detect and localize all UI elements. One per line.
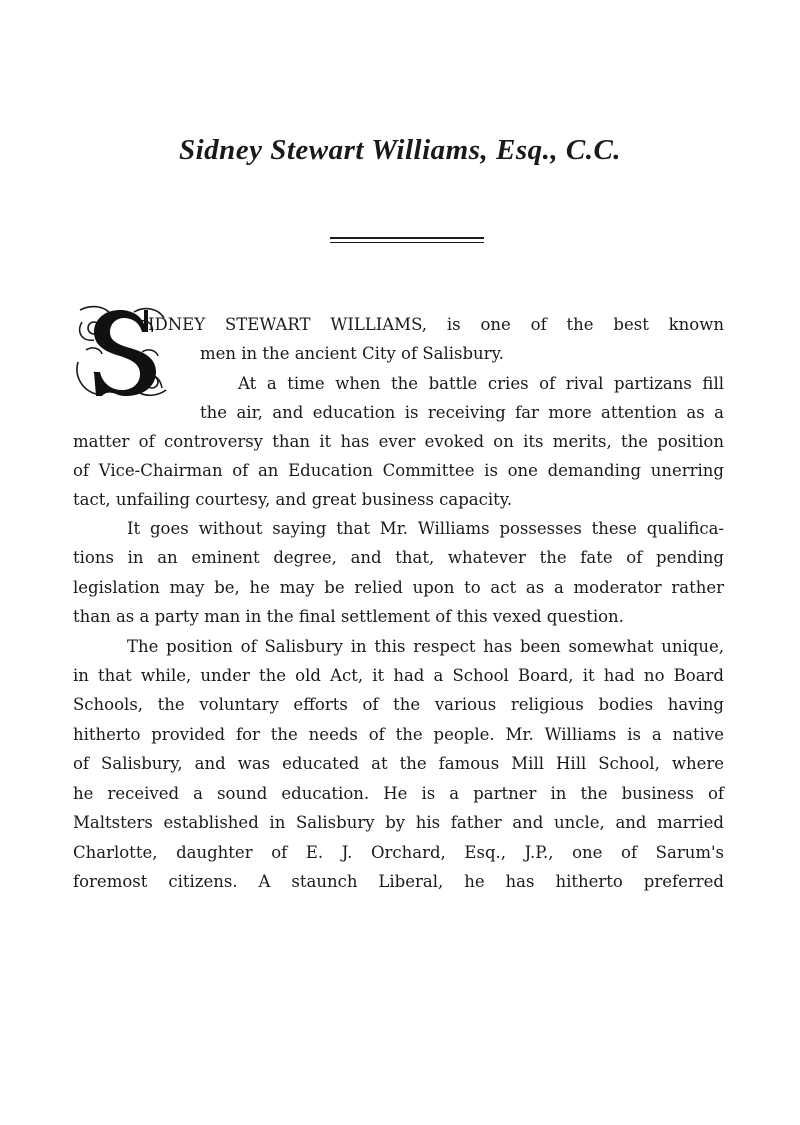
text-line-8: It goes without saying that Mr. Williams possesses these qualifica- bbox=[127, 519, 724, 538]
text-line-13: in that while, under the old Act, it had a School Board, it had no Board bbox=[73, 666, 724, 685]
page-title: Sidney Stewart Williams, Esq., C.C. bbox=[178, 134, 622, 166]
text-line-6: of Vice-Chairman of an Education Committee is one demanding unerring bbox=[73, 461, 724, 480]
text-line-16: of Salisbury, and was educated at the famous Mill Hill School, where bbox=[73, 754, 724, 773]
text-line-20: foremost citizens. A staunch Liberal, he has hitherto preferred bbox=[73, 872, 724, 891]
text-line-19: Charlotte, daughter of E. J. Orchard, Esq., J.P., one of Sarum's bbox=[73, 843, 724, 862]
text-line-18: Maltsters established in Salisbury by his father and uncle, and married bbox=[73, 813, 724, 832]
text-line-4: the air, and education is receiving far more attention as a bbox=[200, 403, 724, 422]
text-line-5: matter of controversy than it has ever evoked on its merits, the position bbox=[73, 432, 724, 451]
text-line-17: he received a sound education. He is a partner in the business of bbox=[73, 784, 724, 803]
text-line-10: legislation may be, he may be relied upon to act as a moderator rather bbox=[73, 578, 724, 597]
text-line-15: hitherto provided for the needs of the people. Mr. Williams is a native bbox=[73, 725, 724, 744]
text-line-14: Schools, the voluntary efforts of the various religious bodies having bbox=[73, 695, 724, 714]
text-line-2: men in the ancient City of Salisbury. bbox=[200, 344, 504, 363]
text-line-1: IDNEY STEWART WILLIAMS, is one of the best known bbox=[148, 315, 724, 334]
text-line-9: tions in an eminent degree, and that, whatever the fate of pending bbox=[73, 548, 724, 567]
text-line-7: tact, unfailing courtesy, and great business capacity. bbox=[73, 490, 513, 509]
title-divider bbox=[330, 237, 484, 243]
text-line-12: The position of Salisbury in this respect has been somewhat unique, bbox=[127, 637, 724, 656]
text-line-11: than as a party man in the final settlement of this vexed question. bbox=[73, 607, 624, 626]
text-line-3: At a time when the battle cries of rival partizans fill bbox=[238, 374, 724, 393]
